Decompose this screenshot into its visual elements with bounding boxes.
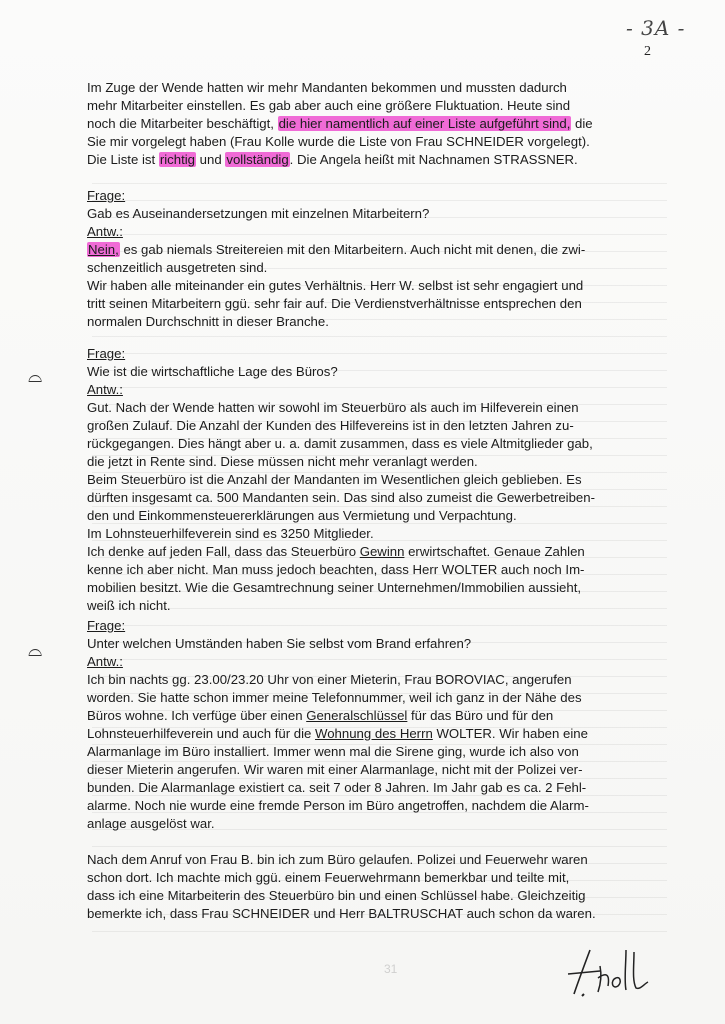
- answer-3b-line-4: bemerkte ich, dass Frau SCHNEIDER und Herr BALTRUSCHAT auch schon da waren.: [87, 906, 596, 921]
- answer-3-line-7: bunden. Die Alarmanlage existiert ca. seit 7 oder 8 Jahren. Im Jahr gab es ca. 2 Fehl-: [87, 780, 587, 795]
- answer-3-line-9: anlage ausgelöst war.: [87, 816, 215, 831]
- answer-1-line-5: normalen Durchschnitt in dieser Branche.: [87, 314, 329, 329]
- hole-punch-mark: ⌓: [28, 366, 43, 386]
- answer-2-line-6: dürften insgesamt ca. 500 Mandanten sein. Das sind also zumeist die Gewerbetreiben-: [87, 490, 595, 505]
- question-2-text: Wie ist die wirtschaftliche Lage des Büros?: [87, 364, 338, 379]
- intro-text: Die Liste ist: [87, 152, 159, 167]
- answer-2-line-12: weiß ich nicht.: [87, 598, 171, 613]
- answer-1-line-2: schenzeitlich ausgetreten sind.: [87, 260, 268, 275]
- answer-3b-line-1: Nach dem Anruf von Frau B. bin ich zum Büro gelaufen. Polizei und Feuerwehr waren: [87, 852, 588, 867]
- answer-text: es gab niemals Streitereien mit den Mitarbeitern. Auch nicht mit denen, die zwi-: [119, 242, 586, 257]
- highlighted-word-richtig: richtig: [159, 152, 196, 167]
- handwritten-page-mark: - 3A -: [626, 16, 686, 40]
- hole-punch-mark: ⌓: [28, 640, 43, 660]
- intro-text: und: [196, 152, 226, 167]
- answer-1-line-1: [87, 241, 585, 258]
- answer-1-label: Antw.:: [87, 224, 123, 239]
- answer-1-line-4: tritt seinen Mitarbeitern ggü. sehr fair auf. Die Verdienstverhältnisse entsprechen den: [87, 296, 582, 311]
- answer-3-label: Antw.:: [87, 654, 123, 669]
- answer-text: für das Büro und für den: [407, 708, 554, 723]
- intro-line-1: Im Zuge der Wende hatten wir mehr Mandanten bekommen und mussten dadurch: [87, 80, 567, 95]
- answer-3-line-2: worden. Sie hatte schon immer meine Telefonnummer, weil ich ganz in der Nähe des: [87, 690, 582, 705]
- answer-2-line-7: den und Einkommensteuererklärungen aus Vermietung und Verpachtung.: [87, 508, 517, 523]
- answer-3-line-4: [87, 725, 588, 742]
- answer-3-line-6: dieser Mieterin angerufen. Wir waren mit einer Alarmanlage, nicht mit der Polizei ver-: [87, 762, 583, 777]
- intro-line-5: [87, 151, 578, 168]
- answer-2-line-2: großen Zulauf. Die Anzahl der Kunden des Hilfevereins ist in den letzten Jahren zu-: [87, 418, 574, 433]
- intro-line-3: [87, 115, 593, 132]
- page-number: 2: [644, 44, 651, 59]
- faint-page-reference: 31: [384, 962, 398, 976]
- intro-text: die: [571, 116, 593, 131]
- answer-3b-line-2: schon dort. Ich machte mich ggü. einem Feuerwehrmann bemerkbar und teilte mit,: [87, 870, 570, 885]
- answer-2-line-3: rückgegangen. Dies hängt aber u. a. damit zusammen, dass es viele Altmitglieder gab,: [87, 436, 593, 451]
- intro-text: noch die Mitarbeiter beschäftigt,: [87, 116, 278, 131]
- answer-3-line-5: Alarmanlage im Büro installiert. Immer wenn mal die Sirene ging, wurde ich also von: [87, 744, 579, 759]
- highlighted-word-nein: Nein,: [88, 242, 119, 257]
- intro-line-2: mehr Mitarbeiter einstellen. Es gab aber auch eine größere Fluktuation. Heute sind: [87, 98, 571, 113]
- question-3-label: Frage:: [87, 618, 126, 633]
- handwritten-signature: [560, 944, 670, 998]
- answer-text: Büros wohne. Ich verfüge über einen: [87, 708, 307, 723]
- answer-2-label: Antw.:: [87, 382, 123, 397]
- answer-3-line-1: Ich bin nachts gg. 23.00/23.20 Uhr von einer Mieterin, Frau BOROVIAC, angerufen: [87, 672, 572, 687]
- answer-3-line-3: [87, 707, 553, 724]
- answer-2-line-10: kenne ich aber nicht. Man muss jedoch beachten, dass Herr WOLTER auch noch Im-: [87, 562, 585, 577]
- answer-text: Lohnsteuerhilfeverein und auch für die: [87, 726, 316, 741]
- underlined-word-generalschluessel: Generalschlüssel: [306, 708, 408, 723]
- answer-text: Ich denke auf jeden Fall, dass das Steuerbüro: [87, 544, 360, 559]
- answer-text: erwirtschaftet. Genaue Zahlen: [404, 544, 585, 559]
- question-2-label: Frage:: [87, 346, 126, 361]
- question-3-text: Unter welchen Umständen haben Sie selbst vom Brand erfahren?: [87, 636, 472, 651]
- answer-2-line-1: Gut. Nach der Wende hatten wir sowohl im Steuerbüro als auch im Hilfeverein einen: [87, 400, 579, 415]
- answer-2-line-11: mobilien besitzt. Wie die Gesamtrechnung seiner Unternehmen/Immobilien aussieht,: [87, 580, 582, 595]
- answer-2-line-8: Im Lohnsteuerhilfeverein sind es 3250 Mitglieder.: [87, 526, 374, 541]
- answer-3-line-8: alarme. Noch nie wurde eine fremde Person im Büro angetroffen, nachdem die Alarm-: [87, 798, 589, 813]
- question-1-label: Frage:: [87, 188, 126, 203]
- intro-line-4: Sie mir vorgelegt haben (Frau Kolle wurde die Liste von Frau SCHNEIDER vorgelegt).: [87, 134, 590, 149]
- underlined-phrase-wohnung: Wohnung des Herrn: [315, 726, 433, 741]
- underlined-word-gewinn: Gewinn: [359, 544, 405, 559]
- highlighted-word-vollstaendig: vollständig: [226, 152, 289, 167]
- answer-2-line-9: [87, 543, 585, 560]
- answer-2-line-5: Beim Steuerbüro ist die Anzahl der Mandanten im Wesentlichen gleich geblieben. Es: [87, 472, 582, 487]
- question-1-text: Gab es Auseinandersetzungen mit einzelnen Mitarbeitern?: [87, 206, 430, 221]
- highlighted-phrase: die hier namentlich auf einer Liste aufgeführt sind,: [278, 116, 571, 131]
- answer-1-line-3: Wir haben alle miteinander ein gutes Verhältnis. Herr W. selbst ist sehr engagiert und: [87, 278, 584, 293]
- answer-2-line-4: die jetzt in Rente sind. Diese müssen nicht mehr veranlagt werden.: [87, 454, 478, 469]
- intro-text: . Die Angela heißt mit Nachnamen STRASSNER.: [289, 152, 578, 167]
- answer-text: WOLTER. Wir haben eine: [432, 726, 588, 741]
- answer-3b-line-3: dass ich eine Mitarbeiterin des Steuerbüro bin und einen Schlüssel habe. Gleichzeitig: [87, 888, 586, 903]
